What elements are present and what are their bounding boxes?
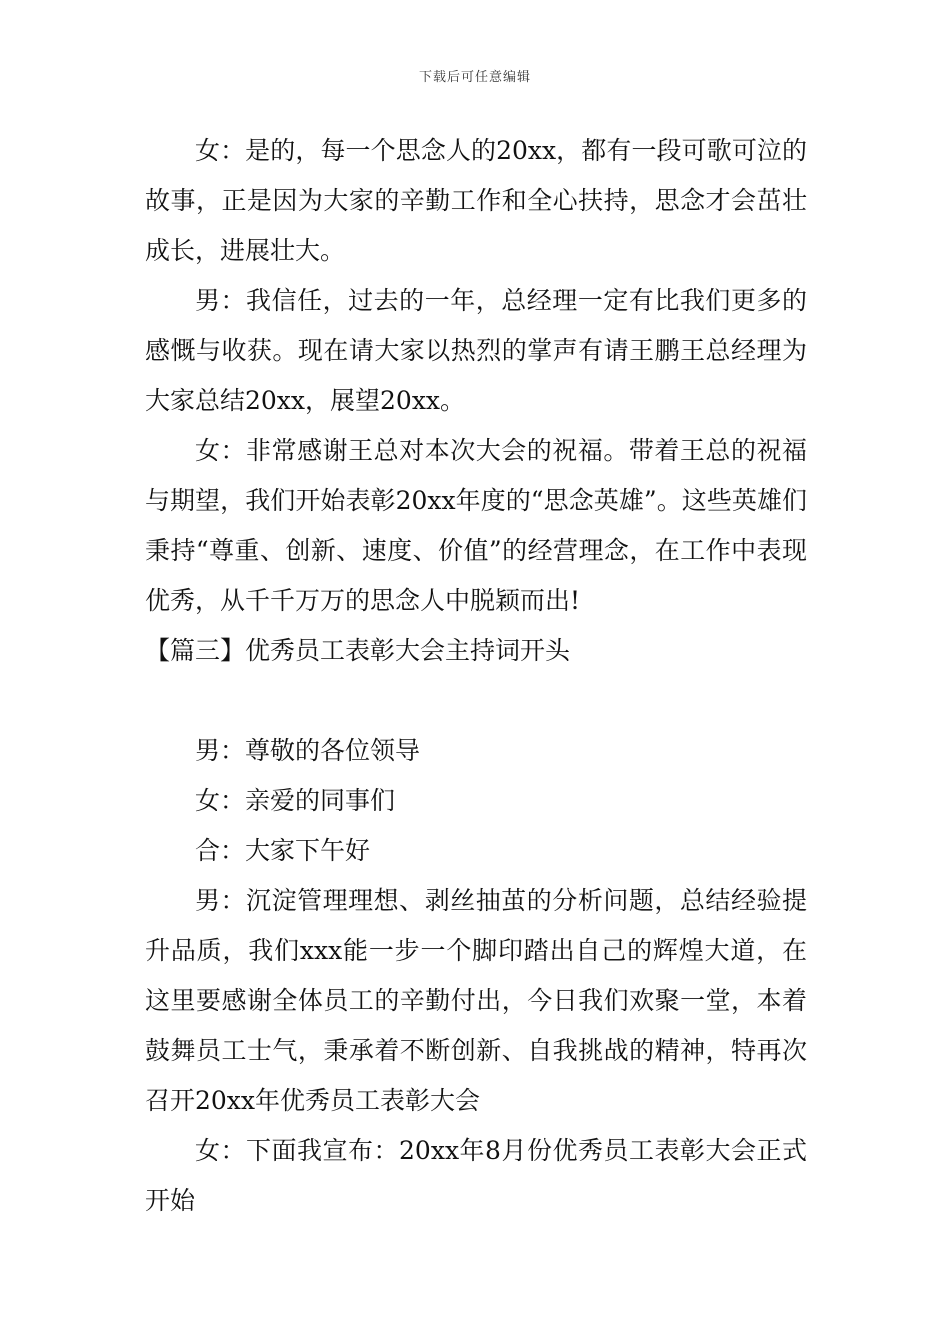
paragraph: 合：大家下午好 — [195, 836, 371, 865]
paragraph: 男：沉淀管理理想、剥丝抽茧的分析问题，总结经验提升品质，我们xxx能一步一个脚印踏出自己的辉煌大道，在这里要感谢全体员工的辛勤付出，今日我们欢聚一堂，本着鼓舞员工士气，秉承着不断创新、自我挑战的精神，特再次召开20xx年优秀员工表彰大会 — [145, 886, 807, 1115]
paragraph: 女：非常感谢王总对本次大会的祝福。带着王总的祝福与期望，我们开始表彰20xx年度的“思念英雄”。这些英雄们秉持“尊重、创新、速度、价值”的经营理念，在工作中表现优秀，从千千万万的思念人中脱颖而出! — [145, 436, 807, 615]
paragraph: 男：尊敬的各位领导 — [195, 736, 421, 765]
paragraph: 女：是的，每一个思念人的20xx，都有一段可歌可泣的故事，正是因为大家的辛勤工作和全心扶持，思念才会茁壮成长，进展壮大。 — [145, 136, 807, 265]
page-header-note: 下载后可任意编辑 — [418, 70, 531, 85]
paragraph: 女：亲爱的同事们 — [195, 786, 396, 815]
document-body — [145, 126, 807, 1226]
section-heading: 【篇三】优秀员工表彰大会主持词开头 — [145, 636, 571, 665]
paragraph: 女：下面我宣布：20xx年8月份优秀员工表彰大会正式开始 — [145, 1136, 807, 1215]
paragraph: 男：我信任，过去的一年，总经理一定有比我们更多的感慨与收获。现在请大家以热烈的掌声有请王鹏王总经理为大家总结20xx，展望20xx。 — [145, 286, 807, 415]
